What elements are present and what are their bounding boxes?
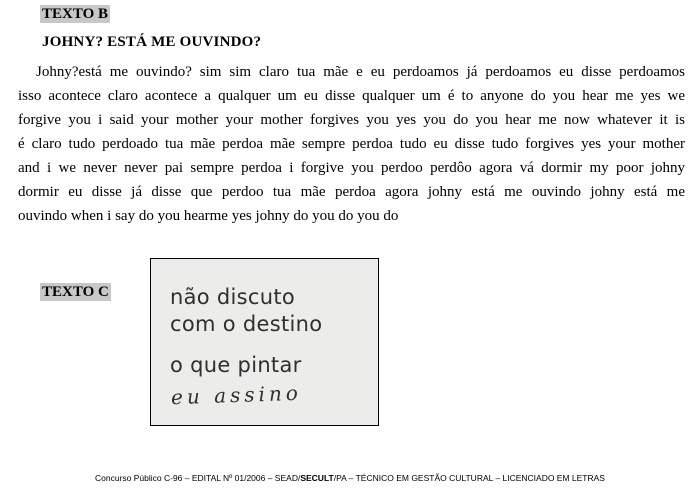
footer-text-bold: SECULT [300,473,334,483]
texto-b-label: TEXTO B [42,6,108,22]
page-footer [0,473,700,483]
poem-line: é claro tudo perdoado tua mãe perdoa mãe sempre perdoa tudo eu disse tudo forgives yes your mother [18,136,685,152]
footer-text: /PA – TÉCNICO EM GESTÃO CULTURAL – LICENCIADO EM LETRAS [333,473,605,483]
texto-c-image [150,258,379,426]
footer-text: Concurso Público C-96 – EDITAL Nº 01/2006 – SEAD/ [95,473,301,483]
image-text-line: não discuto [170,285,296,309]
poem-text [18,60,685,228]
image-text-line: o que pintar [170,353,302,377]
image-text-line: com o destino [170,312,323,336]
poem-line: forgive you i said your mother your mother forgives you yes you do you hear me now whatever it is [18,112,685,128]
poem-line: isso acontece claro acontece a qualquer um eu disse qualquer um é to anyone do you hear me yes we [18,88,685,104]
handwritten-line: eu assino [170,380,303,410]
poem-line: Johny?está me ouvindo? sim sim claro tua mãe e eu perdoamos já perdoamos eu disse perdoamos [36,64,685,80]
poem-line: ouvindo when i say do you hearme yes johny do you do you do [18,208,399,224]
poem-line: dormir eu disse já disse que perdoo tua mãe perdoa agora johny está me ouvindo johny está me [18,184,685,200]
poem-line: and i we never never pai sempre perdoa i forgive you perdoo perdôo agora vá dormir my poor johny [18,160,685,176]
poem-title: JOHNY? ESTÁ ME OUVINDO? [42,34,262,50]
texto-c-label: TEXTO C [42,284,109,300]
